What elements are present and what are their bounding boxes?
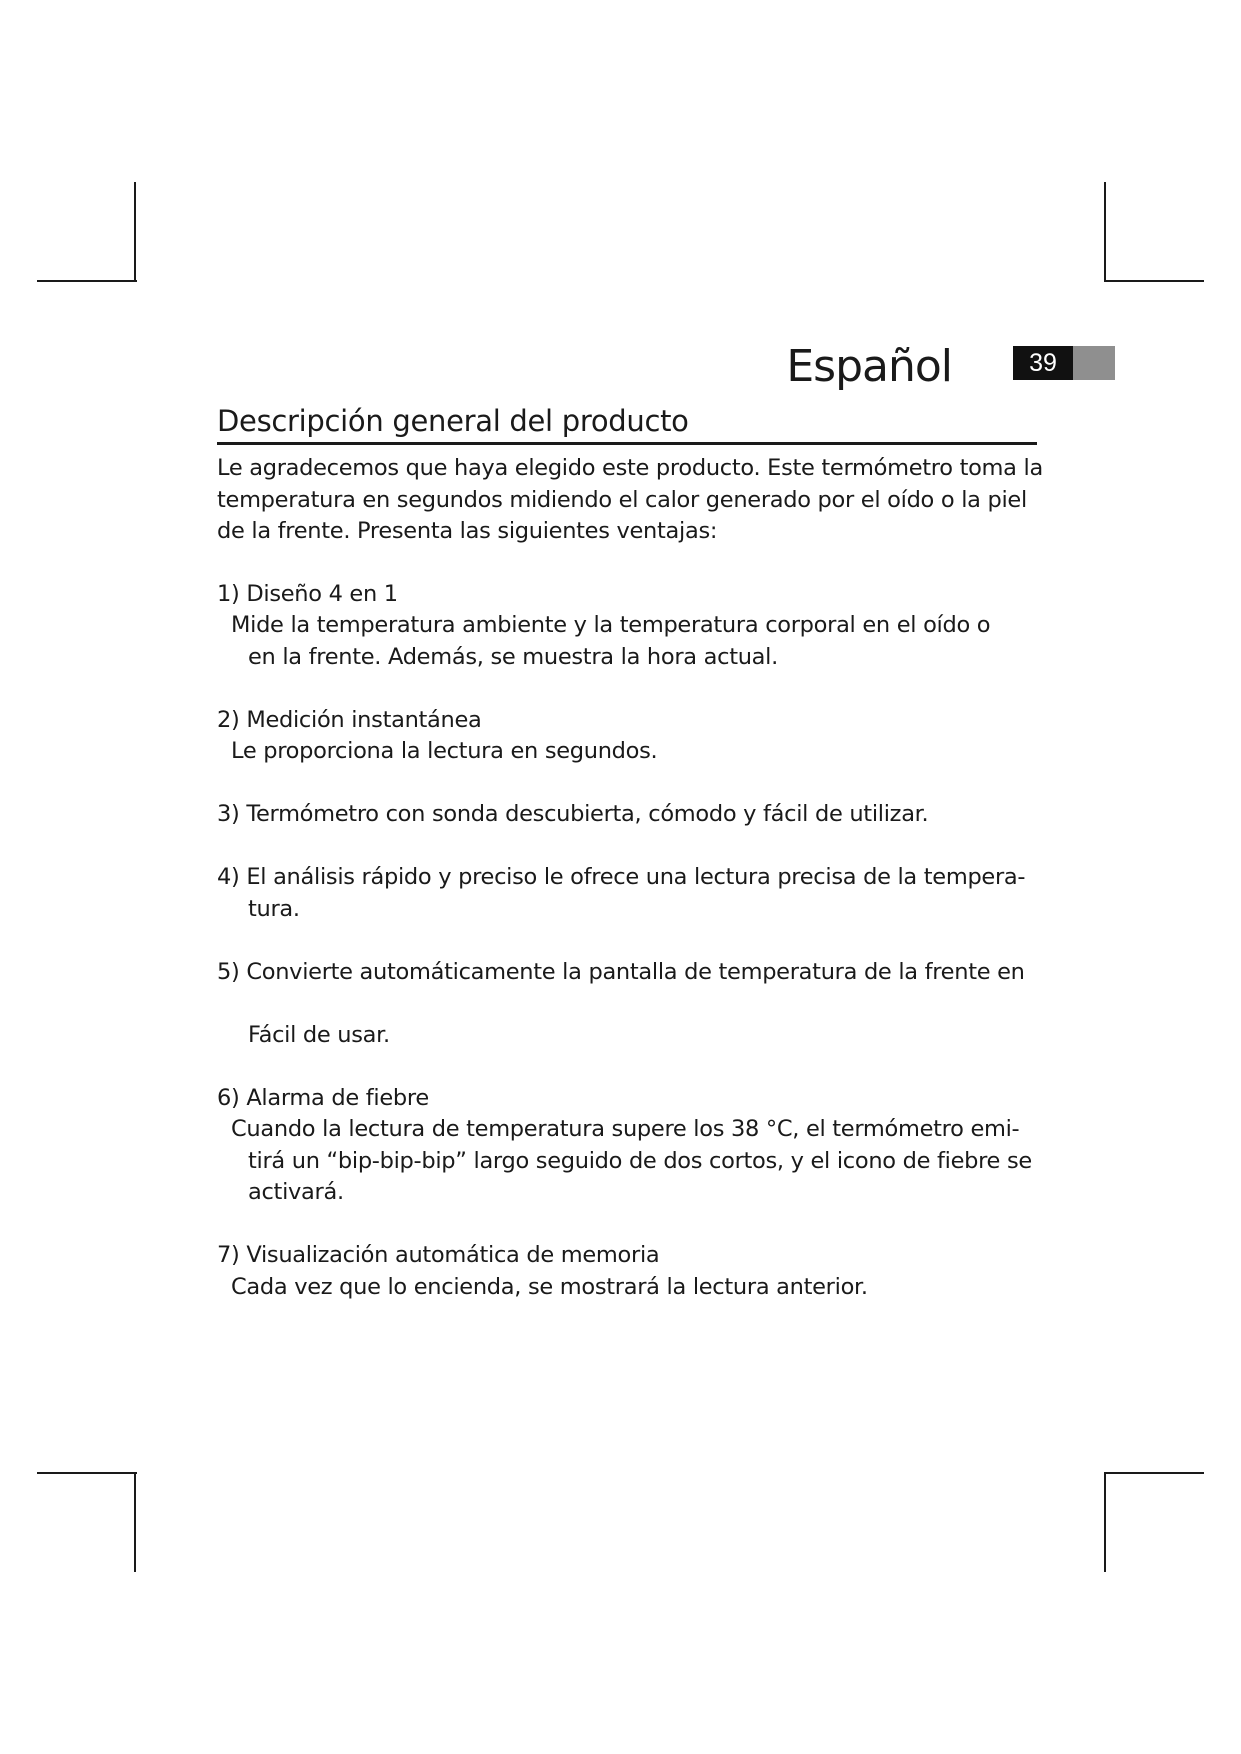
item-description bbox=[217, 1272, 1037, 1304]
language-title: Español bbox=[786, 340, 952, 392]
item-title-line: Fácil de usar. bbox=[248, 1021, 390, 1048]
item-title bbox=[217, 799, 1037, 831]
list-item bbox=[217, 705, 1037, 768]
item-title-line: 6) Alarma de fiebre bbox=[217, 1084, 429, 1111]
item-title-line: 1) Diseño 4 en 1 bbox=[217, 580, 398, 607]
intro-paragraph bbox=[217, 453, 1043, 548]
item-title bbox=[217, 862, 1037, 925]
item-desc-line: activará. bbox=[248, 1179, 344, 1205]
item-title bbox=[217, 1083, 1037, 1115]
item-title-line: 4) El análisis rápido y preciso le ofrece una lectura precisa de la tempera- bbox=[217, 864, 1026, 890]
item-desc-line: Mide la temperatura ambiente y la temperatura corporal en el oído o bbox=[231, 612, 991, 638]
list-item bbox=[217, 579, 1037, 674]
item-desc-line: Cuando la lectura de temperatura supere los 38 °C, el termómetro emi- bbox=[231, 1116, 1020, 1142]
crop-mark-top-left-horizontal bbox=[37, 280, 137, 282]
intro-line: de la frente. Presenta las siguientes ventajas: bbox=[217, 518, 718, 544]
item-description bbox=[217, 736, 1037, 768]
crop-mark-top-right-horizontal bbox=[1104, 280, 1204, 282]
section-title: Descripción general del producto bbox=[217, 404, 1037, 445]
item-title-line: tura. bbox=[248, 895, 300, 922]
intro-line: temperatura en segundos midiendo el calor generado por el oído o la piel bbox=[217, 486, 1027, 513]
item-desc-line: Le proporciona la lectura en segundos. bbox=[231, 738, 658, 764]
list-item bbox=[217, 1083, 1037, 1209]
item-title bbox=[217, 579, 1037, 611]
list-item bbox=[217, 957, 1037, 1052]
item-title bbox=[217, 705, 1037, 737]
page-tab-grey-block bbox=[1073, 346, 1115, 380]
blank-line bbox=[217, 988, 1037, 1020]
item-desc-line: tirá un “bip-bip-bip” largo seguido de dos cortos, y el icono de fiebre se bbox=[248, 1147, 1032, 1174]
feature-list bbox=[217, 579, 1037, 1304]
item-title bbox=[217, 957, 1037, 1052]
item-title-line: 3) Termómetro con sonda descubierta, cómodo y fácil de utilizar. bbox=[217, 801, 929, 827]
crop-mark-top-left-vertical bbox=[134, 182, 136, 282]
list-item bbox=[217, 1240, 1037, 1303]
item-title-line: 5) Convierte automáticamente la pantalla de temperatura de la frente en bbox=[217, 958, 1025, 985]
list-item bbox=[217, 862, 1037, 925]
item-desc-line: en la frente. Además, se muestra la hora actual. bbox=[248, 643, 778, 670]
item-title-line: 2) Medición instantánea bbox=[217, 706, 482, 733]
crop-mark-bottom-left-horizontal bbox=[37, 1472, 137, 1474]
item-title-line: 7) Visualización automática de memoria bbox=[217, 1242, 660, 1268]
item-title bbox=[217, 1240, 1037, 1272]
item-description bbox=[217, 1114, 1037, 1209]
crop-mark-bottom-right-horizontal bbox=[1104, 1472, 1204, 1474]
main-content bbox=[217, 404, 1043, 1335]
language-header bbox=[786, 336, 970, 396]
crop-mark-top-right-vertical bbox=[1104, 182, 1106, 282]
crop-mark-bottom-left-vertical bbox=[134, 1472, 136, 1572]
crop-mark-bottom-right-vertical bbox=[1104, 1472, 1106, 1572]
list-item bbox=[217, 799, 1037, 831]
item-description bbox=[217, 610, 1037, 673]
page-number: 39 bbox=[1013, 346, 1073, 380]
page-number-tab bbox=[1013, 346, 1115, 380]
intro-line: Le agradecemos que haya elegido este producto. Este termómetro toma la bbox=[217, 455, 1043, 481]
item-desc-line: Cada vez que lo encienda, se mostrará la lectura anterior. bbox=[231, 1273, 868, 1300]
